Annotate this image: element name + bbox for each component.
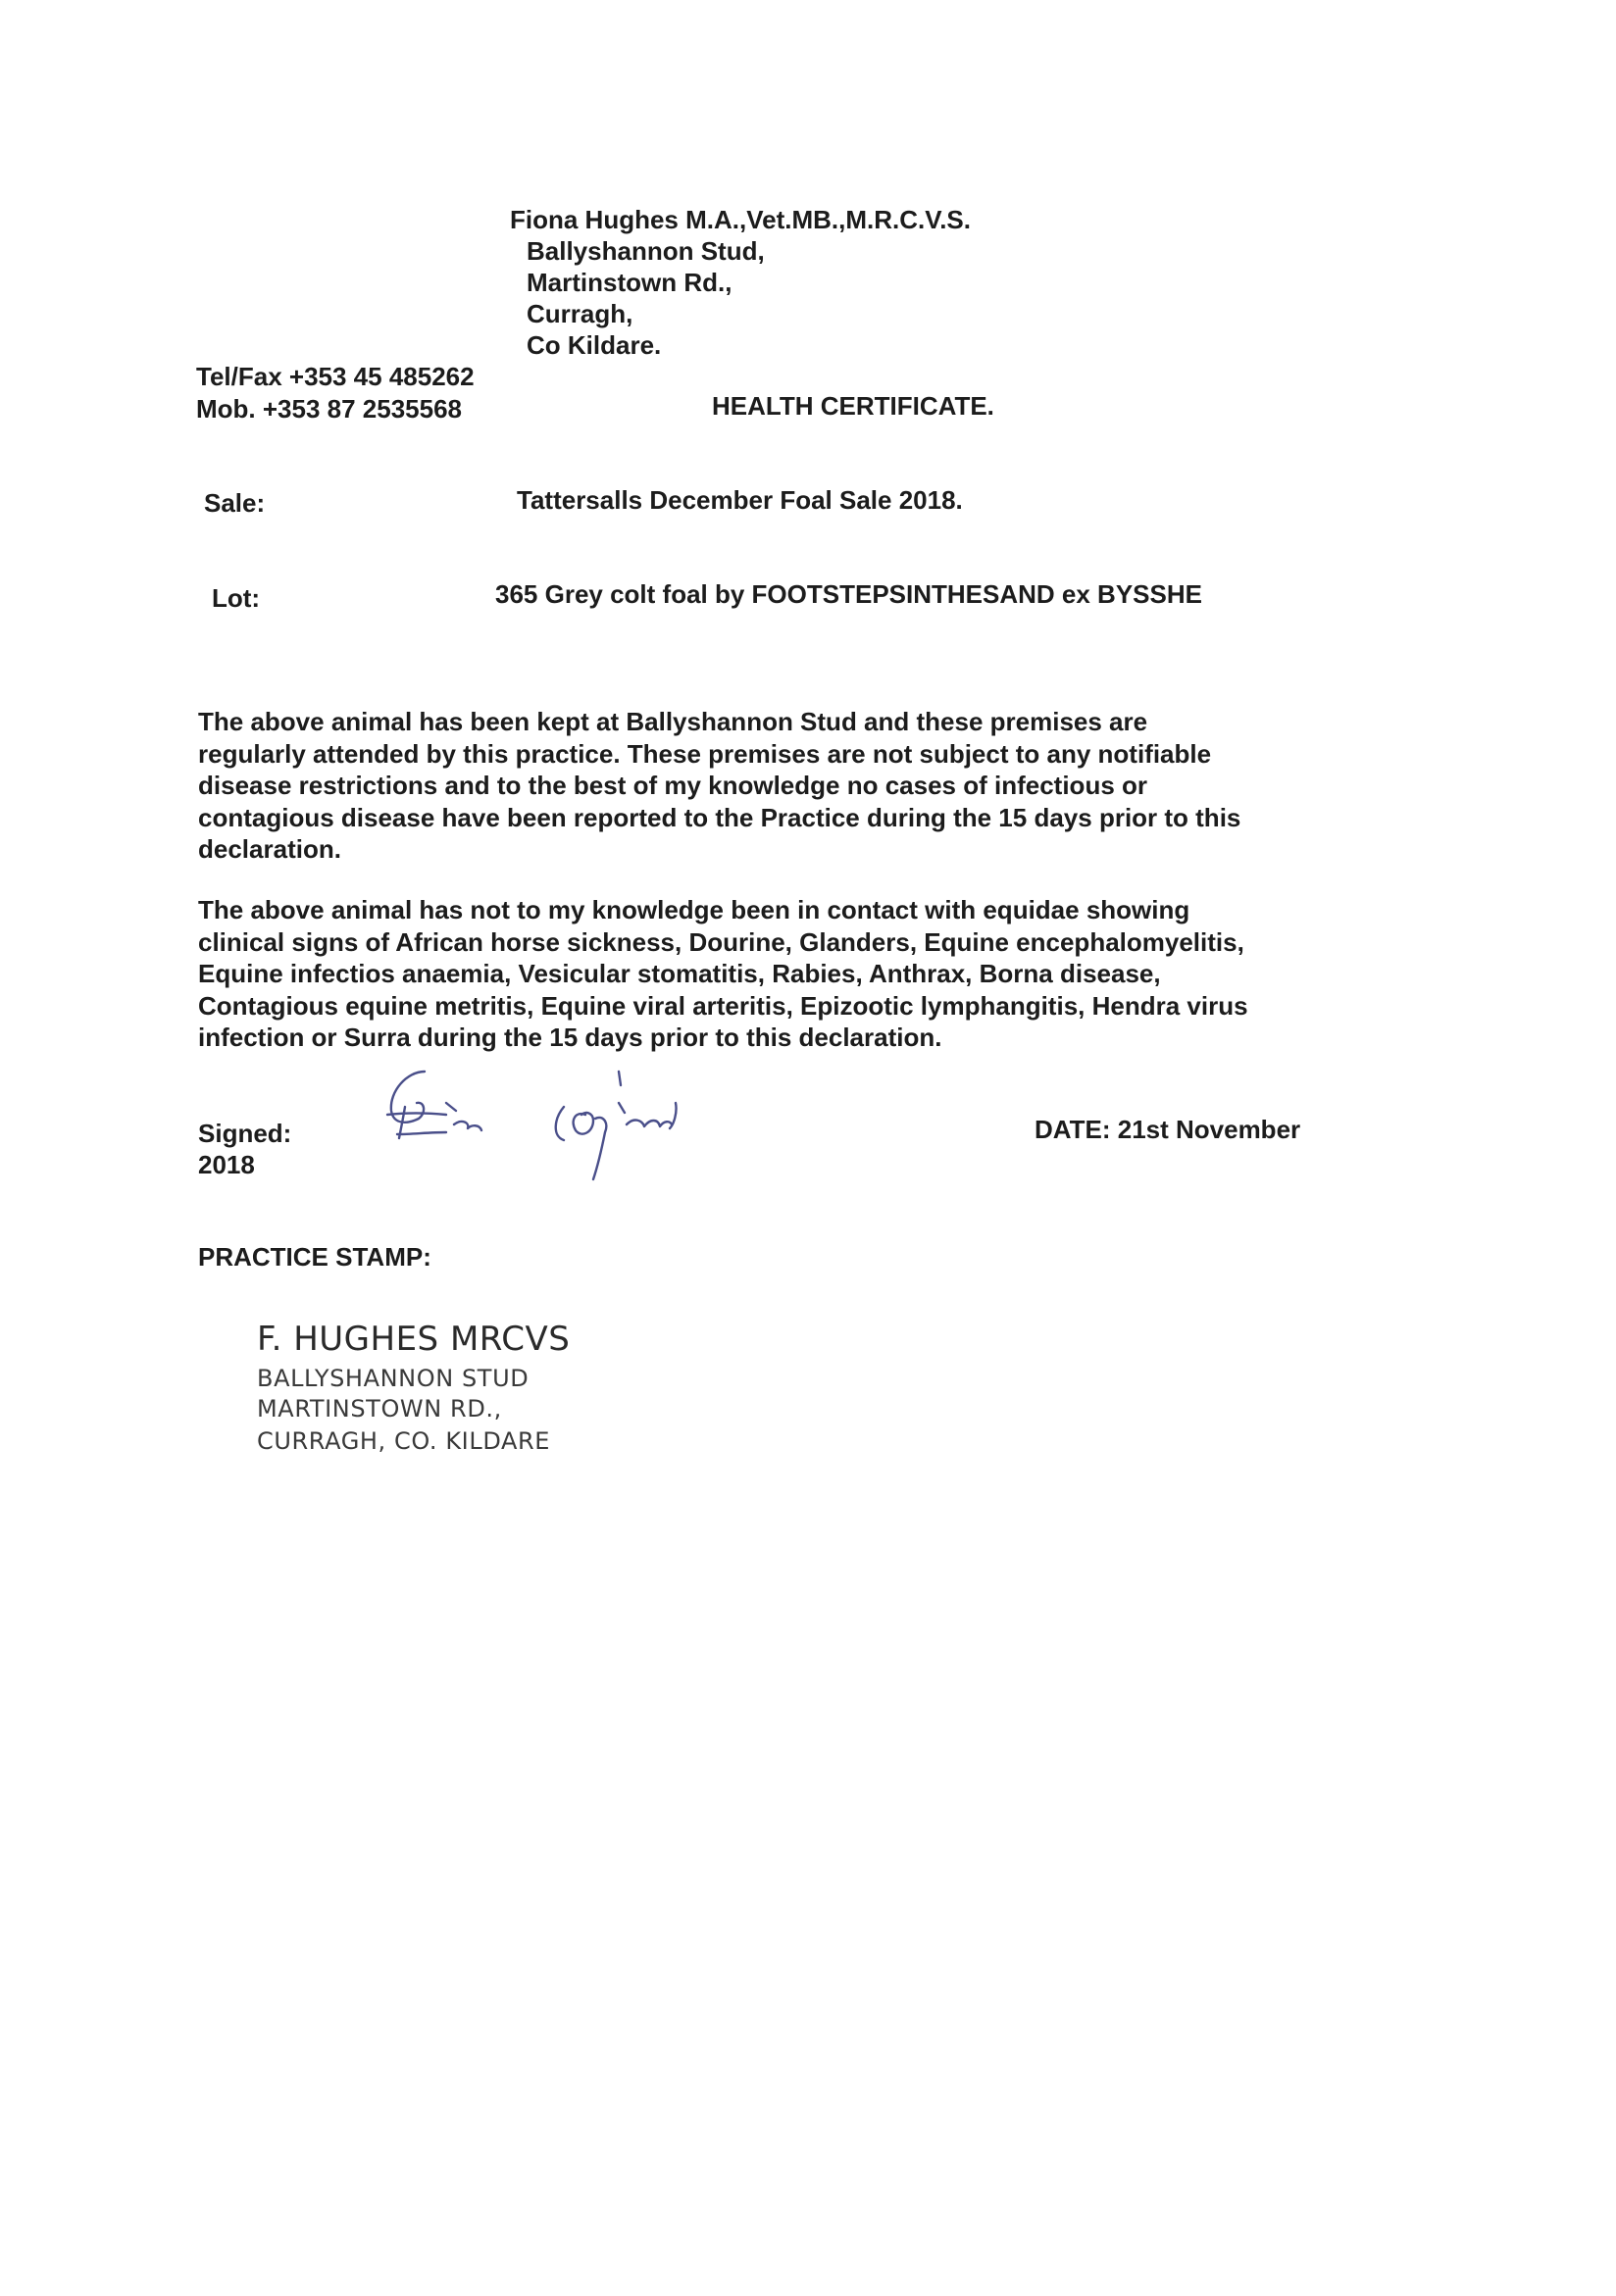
signature-stroke [397,1132,446,1134]
signature-stroke [556,1107,564,1140]
stamp-title: F. HUGHES MRCVS [257,1320,571,1359]
stamp-line: MARTINSTOWN RD., [257,1395,502,1423]
paragraph-line: disease restrictions and to the best of my knowledge no cases of infectious or [198,771,1148,800]
address-line: Co Kildare. [527,330,662,360]
signed-year: 2018 [198,1150,255,1179]
mobile: Mob. +353 87 2535568 [196,394,463,424]
signed-label: Signed: [198,1119,292,1148]
paragraph-line: regularly attended by this practice. These premises are not subject to any notifiable [198,738,1212,769]
address-line: Ballyshannon Stud, [527,236,765,266]
lot-label: Lot: [212,583,261,613]
tel-fax: Tel/Fax +353 45 485262 [196,362,475,391]
practice-stamp-label: PRACTICE STAMP: [198,1242,431,1272]
paragraph-line: contagious disease have been reported to the Practice during the 15 days prior to this [198,802,1241,832]
stamp-line: BALLYSHANNON STUD [257,1365,530,1392]
declaration-paragraph-1 [198,706,1336,866]
paragraph-line: The above animal has not to my knowledge been in contact with equidae showing [198,895,1190,924]
lot-value: 365 Grey colt foal by FOOTSTEPSINTHESAND ex BYSSHE [495,579,1202,609]
paragraph-line: Equine infectios anaemia, Vesicular stomatitis, Rabies, Anthrax, Borna disease, [198,959,1161,988]
signed-date: DATE: 21st November [1035,1115,1301,1144]
signature-stroke [446,1103,456,1111]
signature-stroke [593,1118,606,1179]
paragraph-line: infection or Surra during the 15 days prior to this declaration. [198,1023,942,1052]
signature-stroke [627,1121,672,1126]
signature-stroke [619,1072,621,1085]
paragraph-line: declaration. [198,834,341,864]
signature-stroke [454,1122,481,1130]
address-line: Martinstown Rd., [527,268,732,297]
paragraph-line: The above animal has been kept at Ballyshannon Stud and these premises are [198,707,1148,736]
vet-name: Fiona Hughes M.A.,Vet.MB.,M.R.C.V.S. [510,205,971,234]
address-line: Curragh, [527,299,633,328]
certificate-title: HEALTH CERTIFICATE. [712,391,994,421]
signature-stroke [574,1113,593,1134]
signature-stroke [387,1114,446,1116]
declaration-paragraph-2 [198,894,1336,1054]
sale-label: Sale: [204,488,266,518]
paragraph-line: Contagious equine metritis, Equine viral arteritis, Epizootic lymphangitis, Hendra virus [198,990,1248,1021]
stamp-line: CURRAGH, CO. KILDARE [257,1427,551,1455]
signature-stroke [619,1103,625,1113]
paragraph-line: clinical signs of African horse sickness, Dourine, Glanders, Equine encephalomyelitis, [198,926,1244,957]
sale-value: Tattersalls December Foal Sale 2018. [517,485,963,515]
handwritten-signature [378,1064,770,1191]
